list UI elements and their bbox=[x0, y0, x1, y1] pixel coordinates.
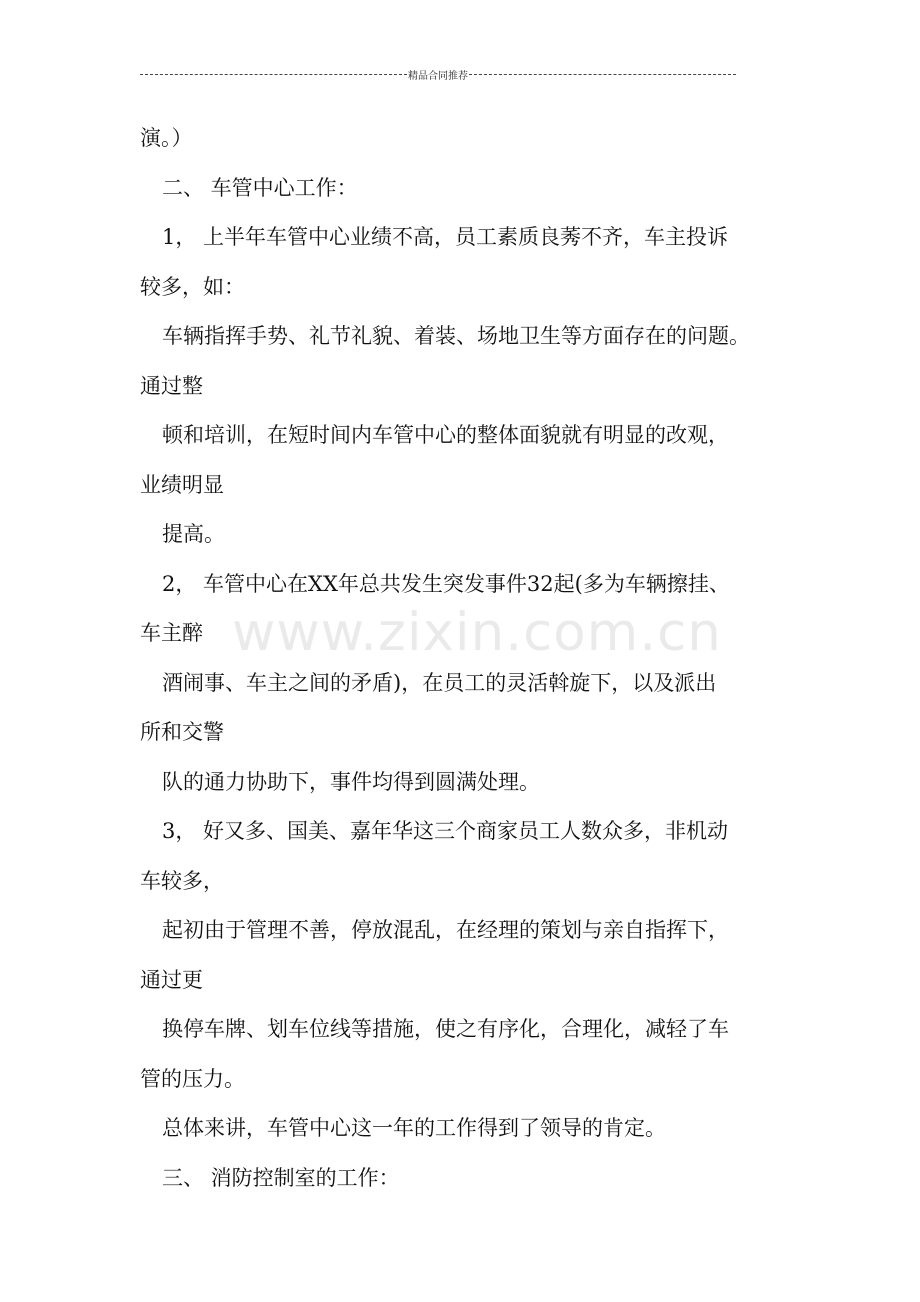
text-line: 顿和培训，在短时间内车管中心的整体面貌就有明显的改观， bbox=[162, 423, 729, 447]
text-line: 通过更 bbox=[140, 967, 203, 992]
text-line: 管的压力。 bbox=[140, 1066, 245, 1091]
section-heading: 三、 消防控制室的工作： bbox=[162, 1165, 400, 1190]
header-dashed-rule-left bbox=[140, 74, 407, 75]
text-line: 所和交警 bbox=[140, 720, 224, 744]
text-line: 2， 车管中心在XX年总共发生突发事件32起(多为车辆擦挂、 bbox=[162, 571, 730, 596]
text-line: 1， 上半年车管中心业绩不高，员工素质良莠不齐，车主投诉 bbox=[162, 225, 729, 249]
text-line: 车主醉 bbox=[140, 621, 203, 645]
text-line: 业绩明显 bbox=[140, 472, 224, 497]
document-body bbox=[140, 114, 800, 1203]
text-line: 车较多， bbox=[140, 868, 224, 893]
text-line: 车辆指挥手势、礼节礼貌、着装、场地卫生等方面存在的问题。 bbox=[162, 324, 750, 348]
text-line: 演。） bbox=[140, 126, 193, 150]
text-line: 总体来讲，车管中心这一年的工作得到了领导的肯定。 bbox=[162, 1116, 666, 1140]
text-line: 队的通力协助下，事件均得到圆满处理。 bbox=[162, 769, 540, 794]
text-line: 酒闹事、车主之间的矛盾)，在员工的灵活斡旋下，以及派出 bbox=[162, 670, 717, 695]
watermark: www.zixin.com.cn bbox=[232, 602, 722, 663]
page-header bbox=[140, 66, 736, 82]
text-line: 通过整 bbox=[140, 373, 203, 398]
text-line: 起初由于管理不善，停放混乱，在经理的策划与亲自指挥下， bbox=[162, 918, 729, 942]
text-line: 较多，如： bbox=[140, 274, 245, 299]
header-label: 精品合同推荐 bbox=[408, 70, 468, 82]
text-line: 换停车牌、划车位线等措施，使之有序化，合理化，减轻了车 bbox=[162, 1017, 729, 1041]
text-line: 提高。 bbox=[162, 522, 225, 546]
section-heading: 二、 车管中心工作： bbox=[162, 175, 358, 200]
header-dashed-rule-right bbox=[469, 74, 736, 75]
text-line: 3， 好又多、国美、嘉年华这三个商家员工人数众多，非机动 bbox=[162, 819, 729, 843]
